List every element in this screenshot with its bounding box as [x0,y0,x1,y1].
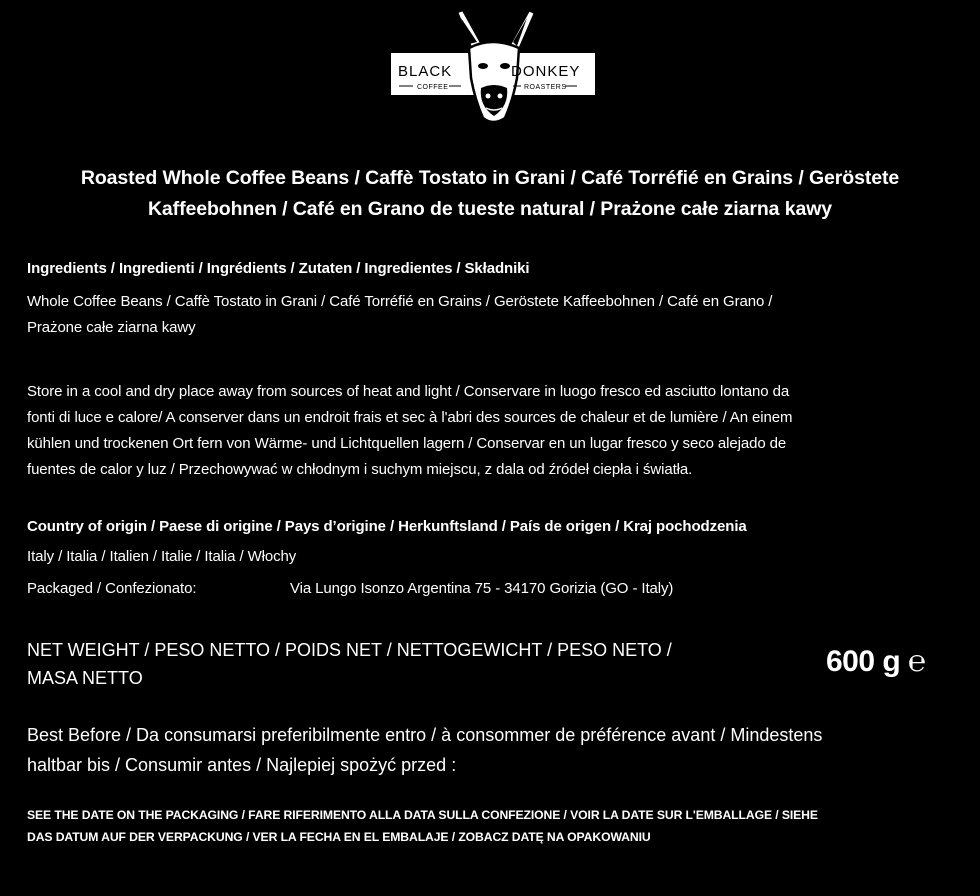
storage-line-2: fonti di luce e calore/ A conserver dans un endroit frais et sec à l'abri des sources de chaleur et de lumière / An einem [27,409,793,426]
storage-line-4: fuentes de calor y luz / Przechowywać w chłodnym i suchym miejscu, z dala od źródeł ciepła i światła. [27,461,693,478]
logo-word-right: DONKEY [511,63,581,80]
packaged-label: Packaged / Confezionato: [27,580,197,597]
net-weight-label-line-1: NET WEIGHT / PESO NETTO / POIDS NET / NETTOGEWICHT / PESO NETO / [27,640,672,660]
ingredients-line-1: Whole Coffee Beans / Caffè Tostato in Grani / Café Torréfié en Grains / Geröstete Kaffeebohnen / Café en Grano / [27,293,773,310]
storage-line-3: kühlen und trockenen Ort fern von Wärme- und Lichtquellen lagern / Conservar en un lugar fresco y seco alejado de [27,435,787,452]
logo-sub-left: COFFEE [417,84,449,91]
donkey-head-icon [391,8,595,126]
logo-word-left: BLACK [398,63,453,80]
date-note [27,804,818,848]
product-title-line-2: Kaffeebohnen / Café en Grano de tueste natural / Prażone całe ziarna kawy [147,198,833,220]
best-before-line-2: haltbar bis / Consumir antes / Najlepiej spożyć przed : [27,755,457,775]
product-title [30,163,950,225]
origin-heading: Country of origin / Paese di origine / Pays d’origine / Herkunftsland / País de origen / Kraj pochodzenia [27,518,747,535]
logo-sub-right: ROASTERS [524,84,567,91]
date-note-line-1: SEE THE DATE ON THE PACKAGING / FARE RIFERIMENTO ALLA DATA SULLA CONFEZIONE / VOIR LA DATE SUR L'EMBALLAGE / SIEHE [27,808,818,822]
product-title-line-1: Roasted Whole Coffee Beans / Caffè Tostato in Grani / Café Torréfié en Grains / Geröstete [80,167,900,189]
brand-logo [391,8,595,126]
date-note-line-2: DAS DATUM AUF DER VERPACKUNG / VER LA FECHA EN EL EMBALAJE / ZOBACZ DATĘ NA OPAKOWANIU [27,830,651,844]
ingredients-text [27,289,772,341]
best-before-line-1: Best Before / Da consumarsi preferibilmente entro / à consommer de préférence avant / Mindestens [27,725,823,745]
net-weight-value: 600 g ℮ [826,645,926,678]
storage-text [27,379,792,483]
best-before-text [27,720,822,780]
packaged-address: Via Lungo Isonzo Argentina 75 - 34170 Gorizia (GO - Italy) [290,580,674,597]
origin-value: Italy / Italia / Italien / Italie / Italia / Włochy [27,548,297,565]
ingredients-heading: Ingredients / Ingredienti / Ingrédients / Zutaten / Ingredientes / Składniki [27,260,530,277]
net-weight-label-line-2: MASA NETTO [27,668,143,688]
net-weight-label [27,636,672,692]
ingredients-line-2: Prażone całe ziarna kawy [27,319,196,336]
storage-line-1: Store in a cool and dry place away from sources of heat and light / Conservare in luogo fresco ed asciutto lontano da [27,383,790,400]
